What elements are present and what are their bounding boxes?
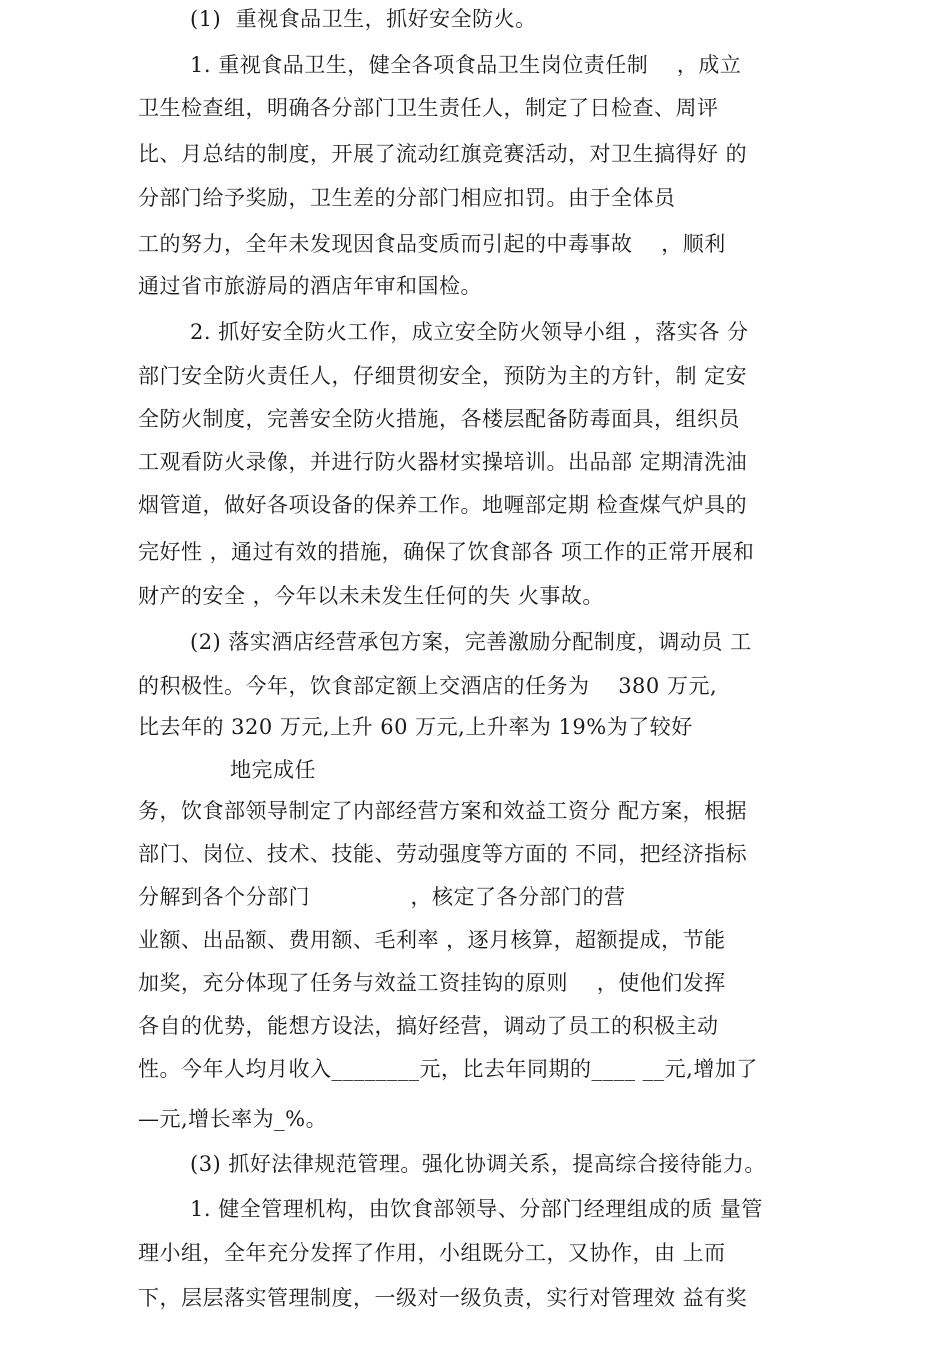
paragraph-line: 2. 抓好安全防火工作，成立安全防火领导小组 ，落实各 分 xyxy=(190,320,749,344)
paragraph-line: 通过省市旅游局的酒店年审和国检。 xyxy=(138,274,482,298)
paragraph-line: 下，层层落实管理制度，一级对一级负责，实行对管理效 益有奖 xyxy=(138,1286,748,1310)
paragraph-line: 比、月总结的制度，开展了流动红旗竞赛活动，对卫生搞得好 的 xyxy=(138,142,748,166)
paragraph-line: 理小组，全年充分发挥了作用，小组既分工，又协作，由 上而 xyxy=(138,1241,726,1265)
section-heading-2: (2) 落实酒店经营承包方案，完善激励分配制度，调动员 工 xyxy=(190,630,752,654)
paragraph-line: 加奖，充分体现了任务与效益工资挂钩的原则 ，使他们发挥 xyxy=(138,971,726,995)
paragraph-line: 全防火制度，完善安全防火措施，各楼层配备防毒面具，组织员 xyxy=(138,407,740,431)
paragraph-line: 1. 重视食品卫生，健全各项食品卫生岗位责任制 ，成立 xyxy=(190,53,742,77)
paragraph-line: 业额、出品额、费用额、毛利率 ，逐月核算，超额提成，节能 xyxy=(138,928,726,952)
section-heading-3: (3) 抓好法律规范管理。强化协调关系，提高综合接待能力。 xyxy=(190,1152,766,1176)
paragraph-line: 地完成任 xyxy=(230,758,316,782)
paragraph-line: 完好性 ，通过有效的措施，确保了饮食部各 项工作的正常开展和 xyxy=(138,540,755,564)
paragraph-line: 卫生检查组，明确各分部门卫生责任人，制定了日检查、周评 xyxy=(138,96,719,120)
section-heading-1: (1) 重视食品卫生，抓好安全防火。 xyxy=(190,7,537,31)
paragraph-line: 财产的安全 ，今年以未未发生任何的失 火事故。 xyxy=(138,584,604,608)
paragraph-line: 烟管道，做好各项设备的保养工作。地喱部定期 检查煤气炉具的 xyxy=(138,493,748,517)
paragraph-line: 比去年的 320 万元,上升 60 万元,上升率为 19%为了较好 xyxy=(138,715,693,739)
paragraph-line: 的积极性。今年，饮食部定额上交酒店的任务为 380 万元, xyxy=(138,674,718,698)
paragraph-line: 工的努力，全年未发现因食品变质而引起的中毒事故 ，顺利 xyxy=(138,232,726,256)
paragraph-line: 分部门给予奖励，卫生差的分部门相应扣罚。由于全体员 xyxy=(138,186,676,210)
paragraph-line: 分解到各个分部门 ，核定了各分部门的营 xyxy=(138,885,626,909)
paragraph-line: 各自的优势，能想方设法，搞好经营，调动了员工的积极主动 xyxy=(138,1014,719,1038)
paragraph-line: 部门安全防火责任人，仔细贯彻安全，预防为主的方针，制 定安 xyxy=(138,364,748,388)
paragraph-line: 部门、岗位、技术、技能、劳动强度等方面的 不同，把经济指标 xyxy=(138,842,748,866)
paragraph-line: —元,增长率为_%。 xyxy=(138,1107,328,1131)
paragraph-line: 1. 健全管理机构，由饮食部领导、分部门经理组成的质 量管 xyxy=(190,1197,763,1221)
paragraph-line: 性。今年人均月收入________元，比去年同期的____ __元,增加了 xyxy=(138,1057,758,1081)
paragraph-line: 务，饮食部领导制定了内部经营方案和效益工资分 配方案，根据 xyxy=(138,799,748,823)
paragraph-line: 工观看防火录像，并进行防火器材实操培训。出品部 定期清洗油 xyxy=(138,450,748,474)
